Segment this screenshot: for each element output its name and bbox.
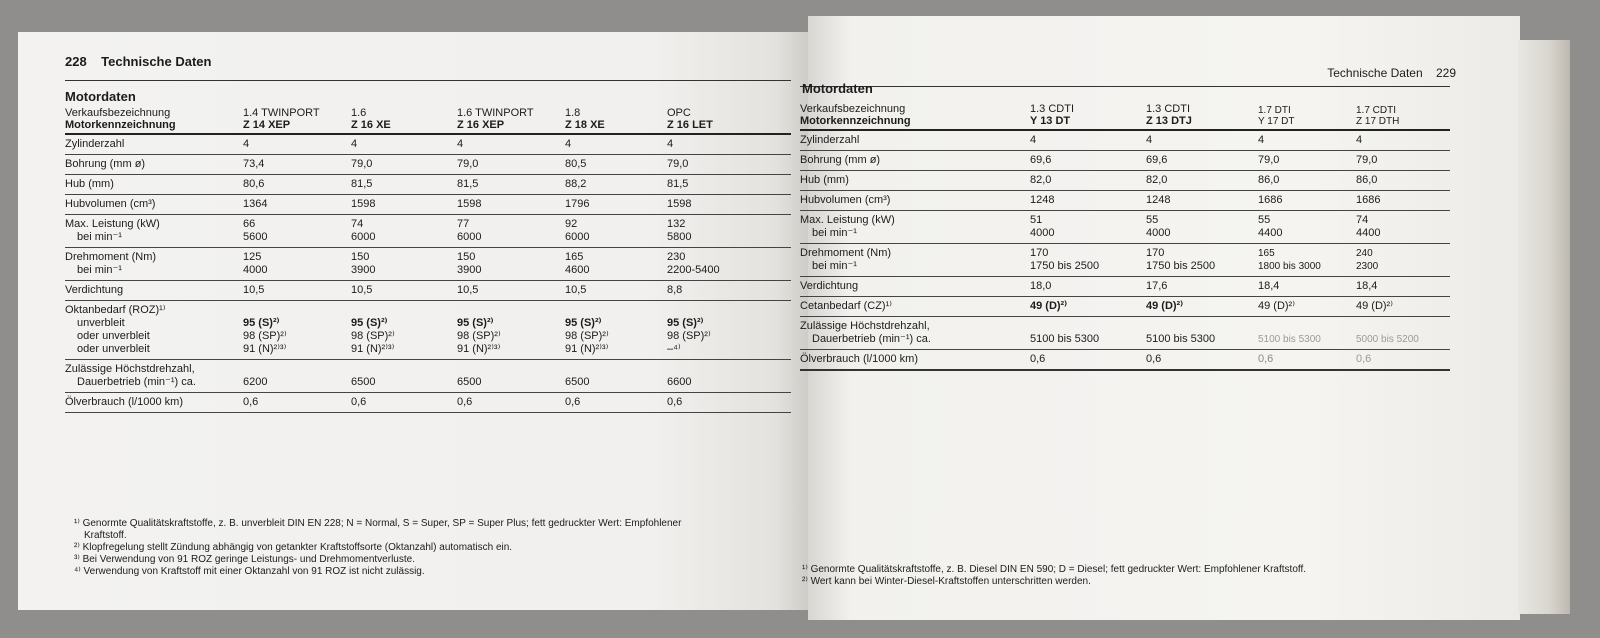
table-cell: 4	[1030, 130, 1146, 151]
table-cell: 79,0	[1356, 151, 1450, 171]
column-header: 1.6 Z 16 XE	[351, 107, 391, 131]
page-number: 228	[65, 54, 87, 69]
table-cell: 10,5	[351, 281, 457, 301]
table-cell: 4	[457, 134, 565, 155]
table-cell: 10,5	[243, 281, 351, 301]
page-header-left	[65, 54, 211, 69]
column-header: OPC Z 16 LET	[667, 107, 713, 131]
table-cell: 81,5	[667, 175, 791, 195]
table-cell: 95 (S)²⁾ 98 (SP)²⁾ –⁴⁾	[667, 301, 791, 360]
table-cell: 79,0	[667, 155, 791, 175]
footnote: ³⁾ Bei Verwendung von 91 ROZ geringe Leistungs- und Drehmomentverluste.	[74, 554, 415, 565]
table-cell: 95 (S)²⁾ 98 (SP)²⁾ 91 (N)²⁾³⁾	[565, 301, 667, 360]
table-cell: 0,6	[667, 393, 791, 413]
table-cell: 81,5	[457, 175, 565, 195]
table-row	[65, 215, 791, 248]
table-cell: Verdichtung	[65, 281, 243, 301]
table-cell: 88,2	[565, 175, 667, 195]
table-cell: 49 (D)²⁾	[1258, 297, 1356, 317]
table-cell: 0,6	[565, 393, 667, 413]
table-cell: 4	[243, 134, 351, 155]
table-cell: Bohrung (mm ø)	[65, 155, 243, 175]
table-cell: 77 6000	[457, 215, 565, 248]
table-cell: 51 4000	[1030, 211, 1146, 244]
table-row	[65, 155, 791, 175]
table-cell: 69,6	[1030, 151, 1146, 171]
footnote: ²⁾ Wert kann bei Winter-Diesel-Kraftstoffen unterschritten werden.	[802, 576, 1091, 587]
table-row	[65, 175, 791, 195]
header-title: Technische Daten	[1327, 66, 1423, 80]
table-cell: 0,6	[243, 393, 351, 413]
table-cell: Verdichtung	[800, 277, 1030, 297]
left-page	[18, 32, 808, 610]
table-cell: Drehmoment (Nm) bei min⁻¹	[65, 248, 243, 281]
table-cell: 5100 bis 5300	[1030, 317, 1146, 350]
table-row	[65, 134, 791, 155]
table-cell: 55 4000	[1146, 211, 1258, 244]
header-label: Verkaufsbezeichnung Motorkennzeichnung	[800, 103, 911, 127]
page-header-right	[1327, 66, 1456, 80]
table-cell: 95 (S)²⁾ 98 (SP)²⁾ 91 (N)²⁾³⁾	[351, 301, 457, 360]
table-row	[800, 211, 1450, 244]
table-row	[800, 297, 1450, 317]
table-cell: 0,6	[1258, 350, 1356, 371]
table-cell: 0,6	[457, 393, 565, 413]
table-cell: 8,8	[667, 281, 791, 301]
table-row	[800, 171, 1450, 191]
table-cell: 18,4	[1258, 277, 1356, 297]
table-cell: 4	[565, 134, 667, 155]
column-header: 1.8 Z 18 XE	[565, 107, 605, 131]
table-cell: 74 6000	[351, 215, 457, 248]
table-cell: 49 (D)²⁾	[1146, 297, 1258, 317]
table-cell: 1248	[1146, 191, 1258, 211]
column-header: 1.7 DTI Y 17 DT	[1258, 105, 1295, 127]
table-cell: 55 4400	[1258, 211, 1356, 244]
table-row	[800, 317, 1450, 350]
table-cell: 86,0	[1258, 171, 1356, 191]
table-cell: 6500	[565, 360, 667, 393]
table-cell: 4	[667, 134, 791, 155]
section-title: Motordaten	[65, 89, 136, 104]
table-cell: Hubvolumen (cm³)	[800, 191, 1030, 211]
table-cell: 86,0	[1356, 171, 1450, 191]
table-cell: 69,6	[1146, 151, 1258, 171]
header-rule	[800, 86, 1450, 87]
table-cell: Zulässige Höchstdrehzahl, Dauerbetrieb (min⁻¹) ca.	[800, 317, 1030, 350]
table-cell: Bohrung (mm ø)	[800, 151, 1030, 171]
table-cell: 0,6	[1030, 350, 1146, 371]
column-header: 1.3 CDTI Y 13 DT	[1030, 103, 1075, 127]
table-cell: Hubvolumen (cm³)	[65, 195, 243, 215]
table-cell: 170 1750 bis 2500	[1030, 244, 1146, 277]
table-row	[800, 277, 1450, 297]
table-cell: 1686	[1258, 191, 1356, 211]
table-cell: 92 6000	[565, 215, 667, 248]
column-header: 1.7 CDTI Z 17 DTH	[1356, 105, 1400, 127]
table-cell: 0,6	[351, 393, 457, 413]
table-row	[800, 244, 1450, 277]
footnote: ²⁾ Klopfregelung stellt Zündung abhängig von getankter Kraftstoffsorte (Oktanzahl) automatisch ein.	[74, 542, 513, 553]
table-cell: 1598	[667, 195, 791, 215]
table-cell: 79,0	[1258, 151, 1356, 171]
header-rule	[65, 80, 791, 81]
table-cell: 165 4600	[565, 248, 667, 281]
table-row	[65, 393, 791, 413]
table-cell: 49 (D)²⁾	[1030, 297, 1146, 317]
table-row	[800, 191, 1450, 211]
table-cell: 132 5800	[667, 215, 791, 248]
table-cell: Zulässige Höchstdrehzahl, Dauerbetrieb (min⁻¹) ca.	[65, 360, 243, 393]
table-cell: 0,6	[1146, 350, 1258, 371]
footnotes-left	[74, 518, 681, 578]
table-row	[800, 130, 1450, 151]
table-cell: 5100 bis 5300	[1258, 317, 1356, 350]
engine-data-table-right	[800, 102, 1450, 371]
right-page	[800, 16, 1520, 620]
table-cell: 6200	[243, 360, 351, 393]
table-cell: Max. Leistung (kW) bei min⁻¹	[65, 215, 243, 248]
table-cell: 240 2300	[1356, 244, 1450, 277]
table-cell: Hub (mm)	[65, 175, 243, 195]
table-row	[65, 301, 791, 360]
table-cell: Hub (mm)	[800, 171, 1030, 191]
footnote: ¹⁾ Genormte Qualitätskraftstoffe, z. B. Diesel DIN EN 590; D = Diesel; fett gedruckter Wert: Empfohlener Kraftstoff.	[802, 564, 1307, 575]
table-cell: 1686	[1356, 191, 1450, 211]
table-cell: 49 (D)²⁾	[1356, 297, 1450, 317]
table-cell: 1248	[1030, 191, 1146, 211]
table-cell: 1364	[243, 195, 351, 215]
table-cell: 10,5	[565, 281, 667, 301]
table-row	[65, 195, 791, 215]
table-cell: 95 (S)²⁾ 98 (SP)²⁾ 91 (N)²⁾³⁾	[457, 301, 565, 360]
header-title: Technische Daten	[101, 54, 212, 69]
table-cell: 6600	[667, 360, 791, 393]
table-cell: 73,4	[243, 155, 351, 175]
table-row	[65, 360, 791, 393]
page-stack-edge	[1518, 40, 1570, 614]
table-cell: 79,0	[457, 155, 565, 175]
table-cell: 5000 bis 5200	[1356, 317, 1450, 350]
table-row	[65, 281, 791, 301]
engine-data-table-left	[65, 106, 791, 413]
table-cell: 18,0	[1030, 277, 1146, 297]
table-cell: 79,0	[351, 155, 457, 175]
column-header: 1.3 CDTI Z 13 DTJ	[1146, 103, 1192, 127]
table-cell: 6500	[351, 360, 457, 393]
table-cell: 0,6	[1356, 350, 1450, 371]
table-cell: 82,0	[1030, 171, 1146, 191]
table-cell: 1598	[457, 195, 565, 215]
table-cell: Oktanbedarf (ROZ)¹⁾ unverbleit oder unverbleit oder unverbleit	[65, 301, 243, 360]
table-cell: 150 3900	[351, 248, 457, 281]
column-header: 1.6 TWINPORT Z 16 XEP	[457, 107, 534, 131]
page-number: 229	[1435, 66, 1456, 80]
section-title: Motordaten	[802, 81, 873, 96]
table-cell: 17,6	[1146, 277, 1258, 297]
table-cell: 74 4400	[1356, 211, 1450, 244]
table-cell: 4	[351, 134, 457, 155]
table-cell: Ölverbrauch (l/1000 km)	[65, 393, 243, 413]
table-cell: Max. Leistung (kW) bei min⁻¹	[800, 211, 1030, 244]
table-cell: Ölverbrauch (l/1000 km)	[800, 350, 1030, 371]
footnote: ¹⁾ Genormte Qualitätskraftstoffe, z. B. unverbleit DIN EN 228; N = Normal, S = Super, SP = Super Plus; fett gedruckter Wert: Empfohlener	[74, 518, 682, 529]
table-row	[800, 350, 1450, 371]
table-cell: 6500	[457, 360, 565, 393]
table-cell: 4	[1146, 130, 1258, 151]
table-cell: 1796	[565, 195, 667, 215]
table-header-row	[800, 102, 1450, 130]
table-cell: 125 4000	[243, 248, 351, 281]
table-cell: 150 3900	[457, 248, 565, 281]
table-cell: 4	[1258, 130, 1356, 151]
table-row	[65, 248, 791, 281]
footnotes-right	[802, 564, 1306, 588]
table-cell: 1598	[351, 195, 457, 215]
column-header: 1.4 TWINPORT Z 14 XEP	[243, 107, 320, 131]
table-cell: 66 5600	[243, 215, 351, 248]
table-cell: Zylinderzahl	[65, 134, 243, 155]
header-label: Verkaufsbezeichnung Motorkennzeichnung	[65, 107, 176, 131]
table-cell: 82,0	[1146, 171, 1258, 191]
table-cell: 95 (S)²⁾ 98 (SP)²⁾ 91 (N)²⁾³⁾	[243, 301, 351, 360]
table-cell: Drehmoment (Nm) bei min⁻¹	[800, 244, 1030, 277]
table-cell: 10,5	[457, 281, 565, 301]
table-row	[800, 151, 1450, 171]
table-cell: 5100 bis 5300	[1146, 317, 1258, 350]
footnote: ⁴⁾ Verwendung von Kraftstoff mit einer Oktanzahl von 91 ROZ ist nicht zulässig.	[74, 566, 425, 577]
table-cell: Cetanbedarf (CZ)¹⁾	[800, 297, 1030, 317]
table-header-row	[65, 106, 791, 134]
table-cell: 170 1750 bis 2500	[1146, 244, 1258, 277]
table-cell: 4	[1356, 130, 1450, 151]
table-cell: 80,6	[243, 175, 351, 195]
table-cell: 80,5	[565, 155, 667, 175]
table-cell: Zylinderzahl	[800, 130, 1030, 151]
table-cell: 81,5	[351, 175, 457, 195]
table-cell: 18,4	[1356, 277, 1450, 297]
footnote: Kraftstoff.	[84, 530, 127, 541]
table-cell: 165 1800 bis 3000	[1258, 244, 1356, 277]
table-cell: 230 2200-5400	[667, 248, 791, 281]
